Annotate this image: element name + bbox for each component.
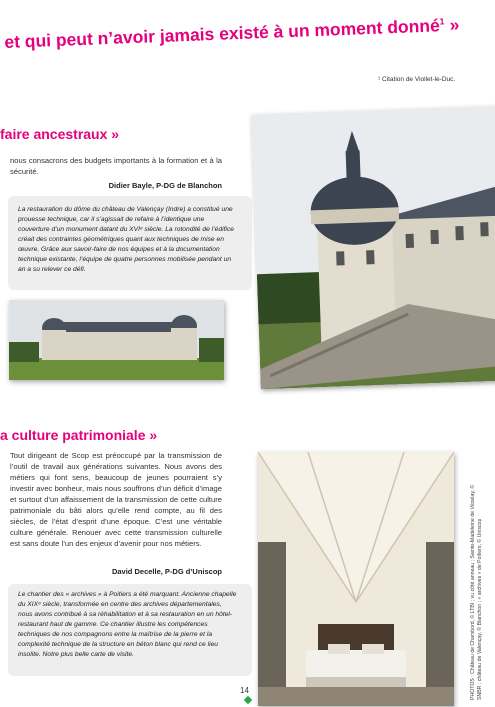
- title-footnote-ref: 1: [439, 16, 445, 27]
- page-title: [4, 13, 495, 76]
- valencay-dome-illustration: [251, 106, 495, 389]
- section2-heading: a culture patrimoniale »: [0, 427, 158, 443]
- photo-valencay-dome: [251, 106, 495, 389]
- page-number: 14: [240, 686, 249, 695]
- section1-body: nous consacrons des budgets importants à la formation et à la sécurité.: [10, 156, 222, 176]
- section1-signature: Didier Bayle, P-DG de Blanchon: [108, 181, 222, 190]
- section1-quote: La restauration du dôme du château de Valençay (Indre) a constitué une prouesse technique, car il s’agissait de refaire à l’identique une couverture d’un monument datant du XVIᵉ siècle. La rotondité de l’édifice créait des contraintes géométriques quant aux techniques de mise en œuvre. Grâce aux savoir-faire de nos équipes et à la documentation technique existante, l’équipe de quatre personnes mobilisée pendant un an a su relever ce défi.: [18, 206, 234, 273]
- section2-quote-box: [8, 584, 252, 676]
- section2-signature: David Decelle, P-DG d’Uniscop: [111, 567, 222, 576]
- photo-credits: PHOTOS : Château de Chambord, © LTBI ; vu côté anneau ; Sainte-Madeleine de Vézelay, © SNBR ; château de Valençay, © Blanchon ; « archives » de Poitiers, © Uniscop: [470, 484, 483, 700]
- section1-heading: faire ancestraux »: [0, 126, 120, 142]
- title-text: et qui peut n’avoir jamais existé à un moment donné: [4, 15, 441, 52]
- photo-archives-chapel: [258, 452, 454, 706]
- archives-chapel-illustration: [258, 452, 454, 706]
- title-close: »: [444, 14, 460, 36]
- section2-body: Tout dirigeant de Scop est préoccupé par la transmission de l’outil de travail aux générations suivantes. Nous avons des métiers qui font sens, beaucoup de jeunes pourraient s’y investir avec bonheur, mais nous souffrons d’un déficit d’image et surtout d’un affaissement de la transmission de cette culture patrimoniale du bâti alors qu’elle rend compte, au fil des siècles, de l’état d’esprit d’une époque. C’est une véritable culture générale. Renouer avec cette transmission culturelle est sans doute l’un des enjeux d’avenir pour nos métiers.: [10, 451, 222, 548]
- valencay-panorama-illustration: [9, 300, 224, 380]
- footnote: ¹ Citation de Viollet-le-Duc.: [378, 76, 456, 83]
- photo-valencay-panorama: [9, 300, 224, 380]
- section2-quote: Le chantier des « archives » à Poitiers a été marquant. Ancienne chapelle du XIXᵉ siècle, transformée en centre des archives départementales, nous avons contribué à sa réhabilitation et à sa restauration en un hôtel-restaurant haut de gamme. Ce chantier illustre les compétences techniques de nos compagnons entre la maîtrise de la pierre et la complexité technique de la structure en béton blanc qui rend ce lieu insolite. Notre plus belle carte de visite.: [18, 591, 237, 658]
- page-marker: [244, 696, 252, 704]
- section1-quote-box: [8, 196, 252, 290]
